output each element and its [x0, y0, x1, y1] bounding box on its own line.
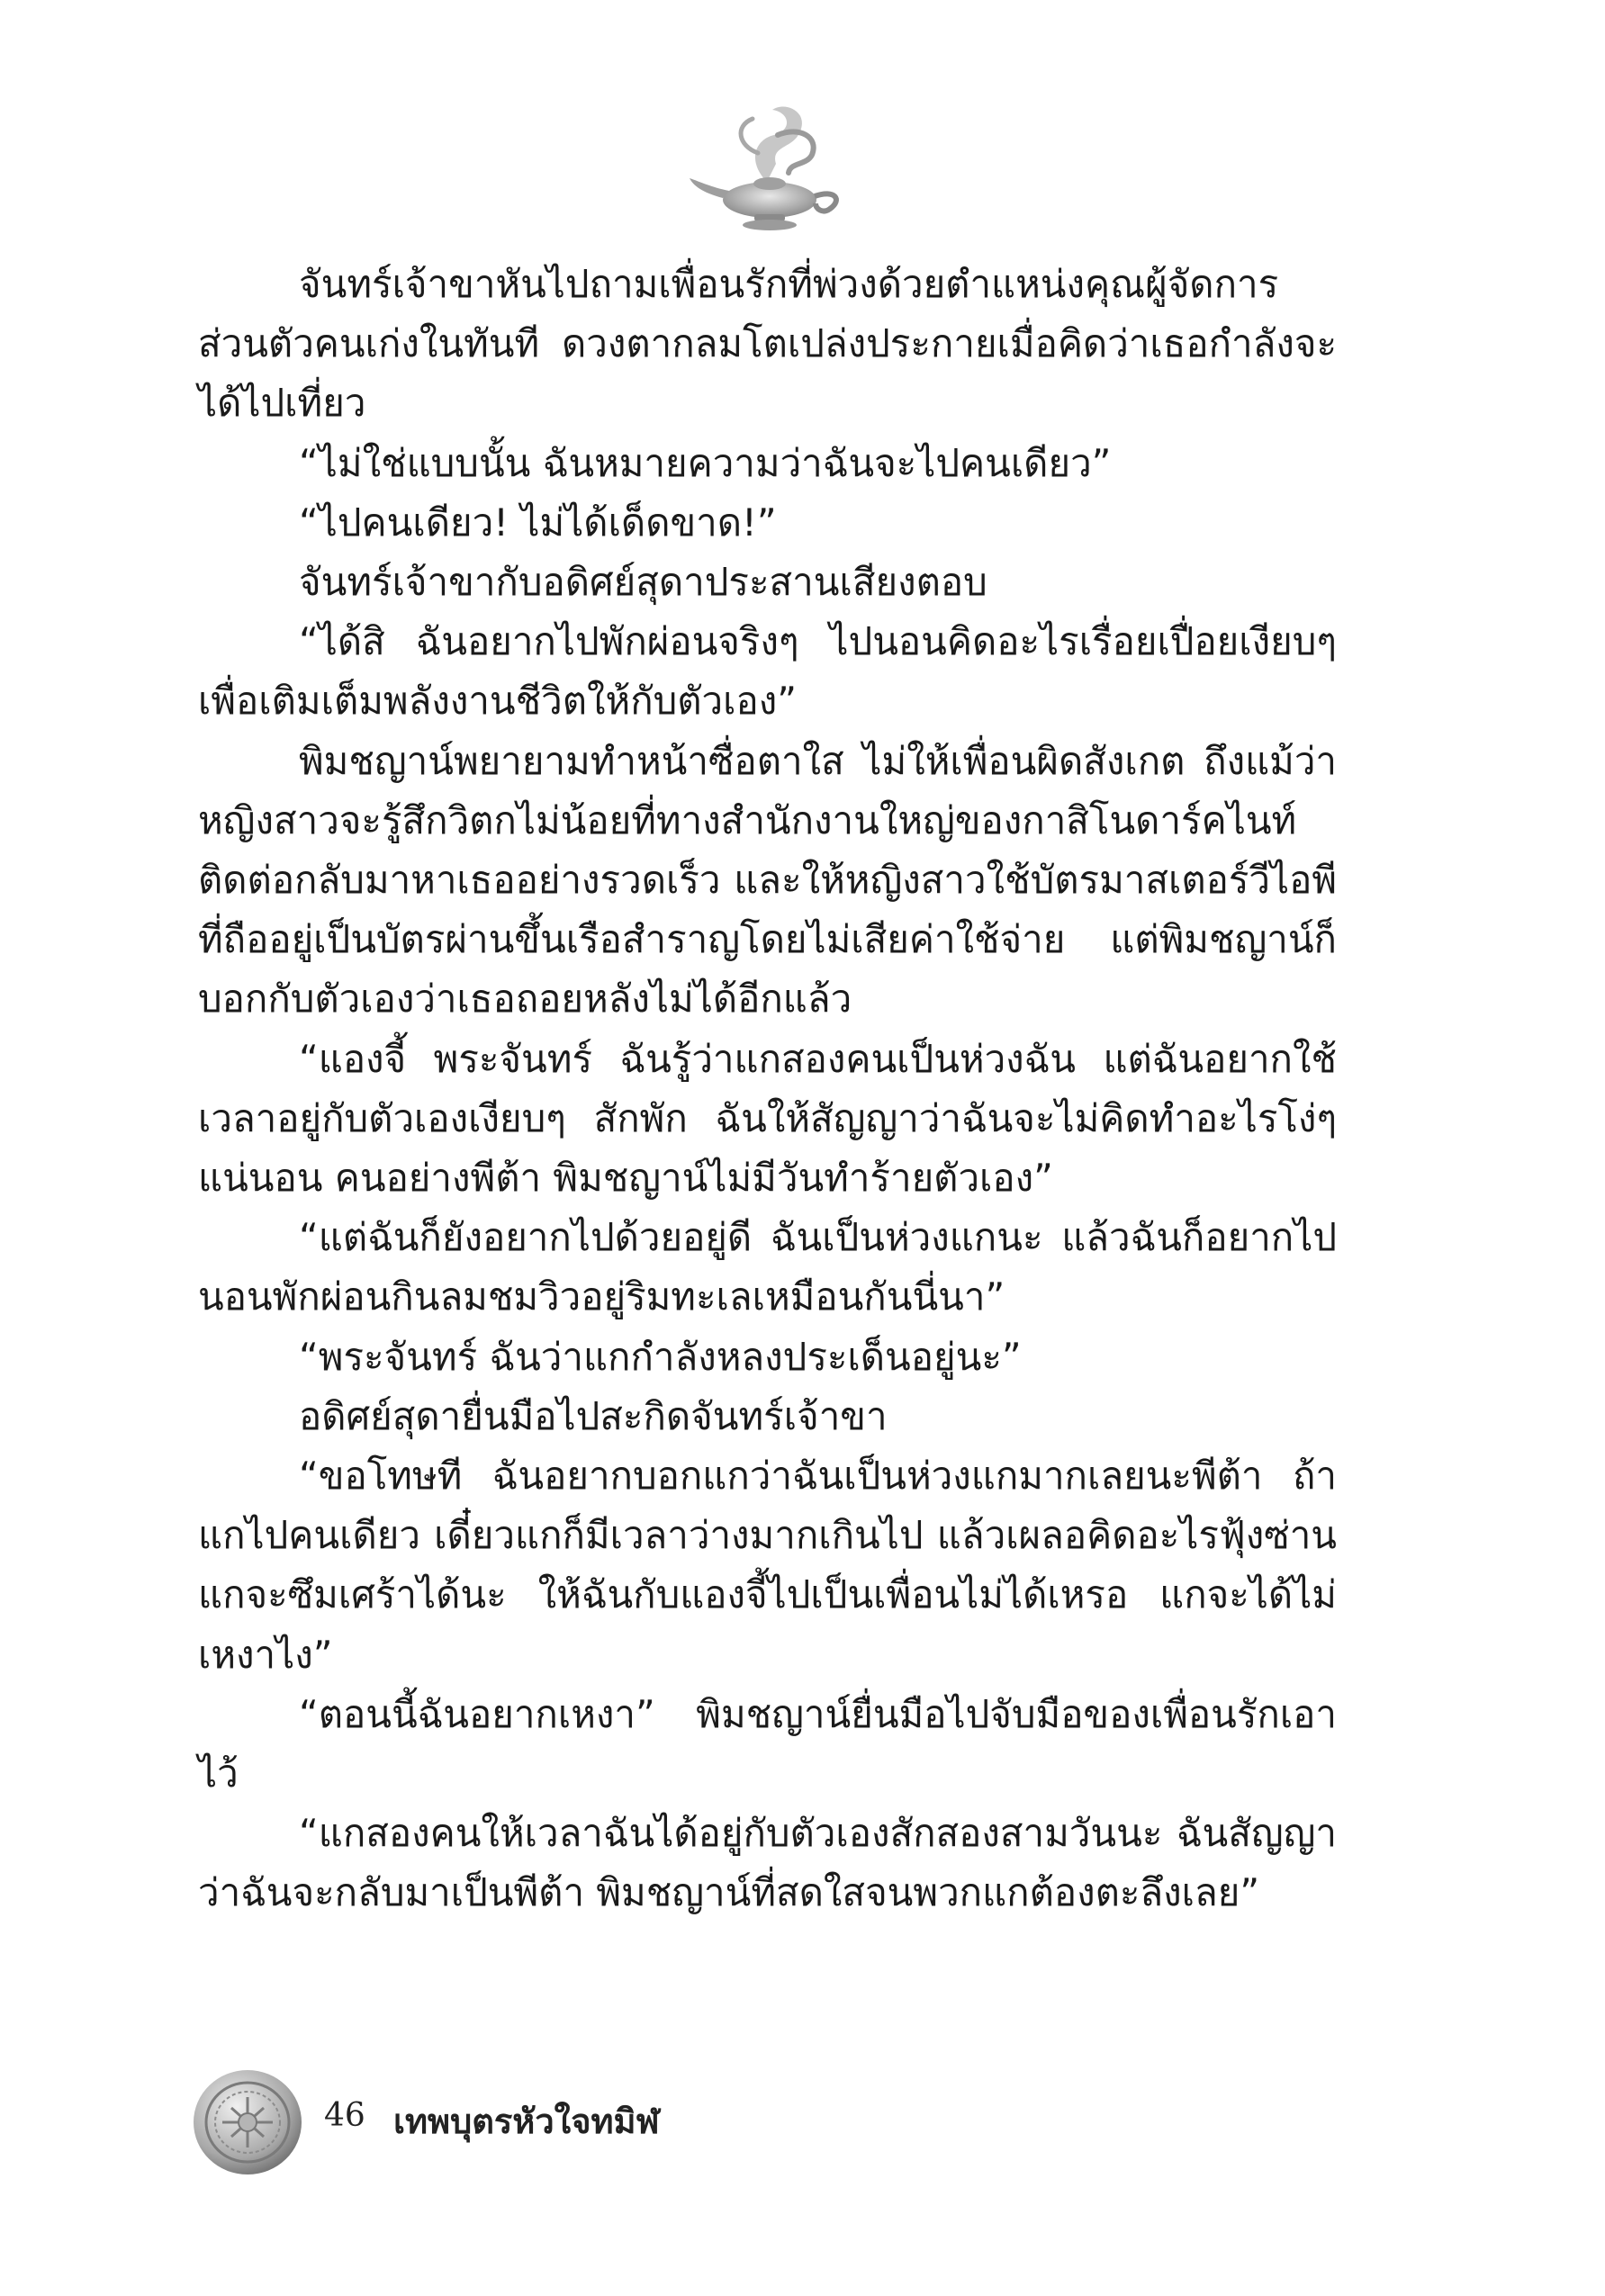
body-text	[198, 255, 1337, 1923]
paragraph: “แองจี้ พระจันทร์ ฉันรู้ว่าแกสองคนเป็นห่วงฉัน แต่ฉันอยากใช้เวลาอยู่กับตัวเองเงียบๆ สักพัก ฉันให้สัญญาว่าฉันจะไม่คิดทำอะไรโง่ๆ แน่นอน คนอย่างพีต้า พิมชญาน์ไม่มีวันทำร้ายตัวเอง”	[198, 1036, 1337, 1201]
paragraph: “ขอโทษที ฉันอยากบอกแกว่าฉันเป็นห่วงแกมากเลยนะพีต้า ถ้าแกไปคนเดียว เดี๋ยวแกก็มีเวลาว่างมากเกินไป แล้วเผลอคิดอะไรฟุ้งซ่าน แกจะซึมเศร้าได้นะ ให้ฉันกับแองจี้ไปเป็นเพื่อนไม่ได้เหรอ แกจะได้ไม่เหงาไง”	[198, 1454, 1337, 1677]
paragraph: จันทร์เจ้าขาหันไปถามเพื่อนรักที่พ่วงด้วยตำแหน่งคุณผู้จัดการส่วนตัวคนเก่งในทันที ดวงตากลมโตเปล่งประกายเมื่อคิดว่าเธอกำลังจะได้ไปเที่ยว	[198, 262, 1337, 426]
paragraph: จันทร์เจ้าขากับอดิศย์สุดาประสานเสียงตอบ	[299, 560, 987, 605]
paragraph: “แกสองคนให้เวลาฉันได้อยู่กับตัวเองสักสองสามวันนะ ฉันสัญญาว่าฉันจะกลับมาเป็นพีต้า พิมชญาน์ที่สดใสจนพวกแกต้องตะลึงเลย”	[198, 1811, 1337, 1915]
paragraph: “ไปคนเดียว! ไม่ได้เด็ดขาด!”	[299, 500, 777, 545]
paragraph: พิมชญาน์พยายามทำหน้าซื่อตาใส ไม่ให้เพื่อนผิดสังเกต ถึงแม้ว่าหญิงสาวจะรู้สึกวิตกไม่น้อยที่ทางสำนักงานใหญ่ของกาสิโนดาร์คไนท์ติดต่อกลับมาหาเธออย่างรวดเร็ว และให้หญิงสาวใช้บัตรมาสเตอร์วีไอพีที่ถืออยู่เป็นบัตรผ่านขึ้นเรือสำราญโดยไม่เสียค่าใช้จ่าย แต่พิมชญาน์ก็บอกกับตัวเองว่าเธอถอยหลังไม่ได้อีกแล้ว	[198, 738, 1337, 1022]
paragraph: “แต่ฉันก็ยังอยากไปด้วยอยู่ดี ฉันเป็นห่วงแกนะ แล้วฉันก็อยากไปนอนพักผ่อนกินลมชมวิวอยู่ริมทะเลเหมือนกันนี่นา”	[198, 1215, 1337, 1319]
coin-medallion-icon	[185, 2061, 311, 2187]
genie-lamp-icon	[684, 99, 855, 234]
paragraph: “ไม่ใช่แบบนั้น ฉันหมายความว่าฉันจะไปคนเดียว”	[299, 440, 1112, 485]
paragraph: อดิศย์สุดายื่นมือไปสะกิดจันทร์เจ้าขา	[299, 1393, 888, 1438]
page-footer	[185, 2061, 815, 2187]
book-title: เทพบุตรหัวใจทมิฬ	[393, 2102, 660, 2141]
paragraph: “ได้สิ ฉันอยากไปพักผ่อนจริงๆ ไปนอนคิดอะไรเรื่อยเปื่อยเงียบๆ เพื่อเติมเต็มพลังงานชีวิตให้กับตัวเอง”	[198, 619, 1337, 724]
paragraph: “พระจันทร์ ฉันว่าแกกำลังหลงประเด็นอยู่นะ”	[299, 1334, 1022, 1379]
paragraph: “ตอนนี้ฉันอยากเหงา” พิมชญาน์ยื่นมือไปจับมือของเพื่อนรักเอาไว้	[198, 1691, 1337, 1796]
page-number: 46	[324, 2097, 365, 2134]
